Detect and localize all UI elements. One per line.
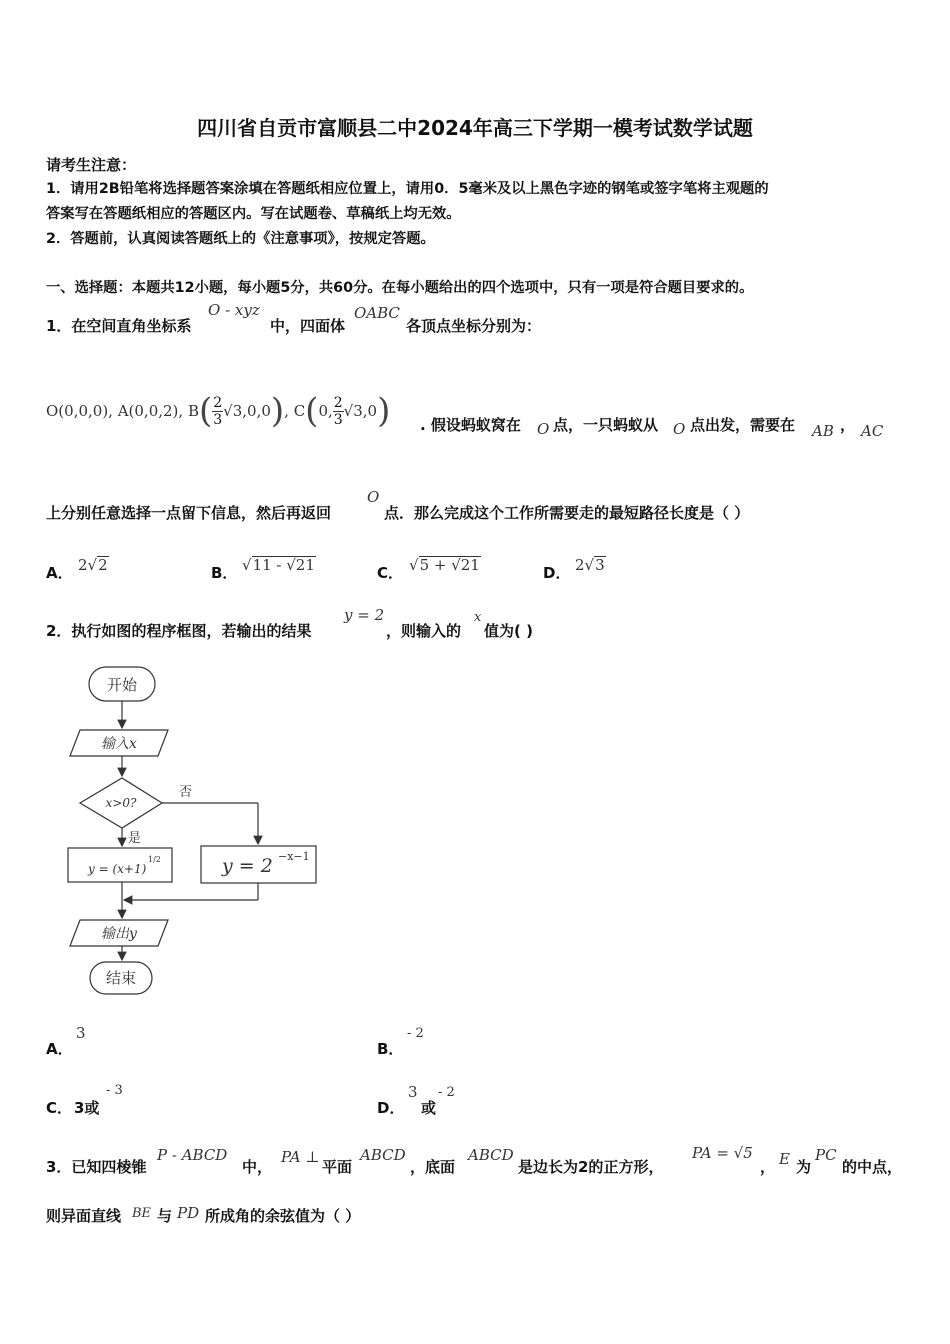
option-coefficient: 2 [575, 556, 585, 574]
q2-prefix: 2．执行如图的程序框图，若输出的结果 [46, 622, 312, 640]
q3-pc: PC [815, 1146, 837, 1164]
fraction-num: 2 [213, 394, 223, 411]
right-box-formula: y = 2 [222, 855, 273, 877]
q3-text-4: 是边长为2的正方形， [518, 1158, 664, 1176]
notice-line-1b: 答案写在答题纸相应的答题区内。写在试题卷、草稿纸上均无效。 [46, 206, 461, 222]
q2-x: x [474, 610, 482, 625]
notice-line-2: 2．答题前，认真阅读答题纸上的《注意事项》，按规定答题。 [46, 231, 435, 247]
q1-coord-c: √3,0 [343, 402, 378, 420]
left-box-formula: y = (x+1) [88, 862, 147, 876]
q1-text-2: . 假设蚂蚁窝在 [420, 416, 521, 434]
q1-option-b-value: √11 - √21 [242, 556, 315, 574]
q1-option-a-value: 2√2 [78, 556, 108, 574]
fraction-den: 3 [213, 411, 223, 428]
fraction-den: 3 [333, 411, 343, 428]
q2-option-a-label: A． [46, 1040, 73, 1058]
q3-text-5: ， [760, 1158, 776, 1176]
q2-option-d-label: D． [377, 1099, 405, 1117]
page-title: 四川省自贡市富顺县二中2024年高三下学期一模考试数学试题 [197, 116, 753, 140]
fraction [212, 395, 223, 428]
q1-prefix: 1．在空间直角坐标系 [46, 317, 192, 335]
fraction [333, 395, 344, 428]
option-radicand: 5 + √21 [419, 556, 480, 574]
flowchart [60, 660, 340, 1000]
q3-text-6: 为 [796, 1158, 812, 1176]
notice-heading: 请考生注意： [46, 156, 137, 174]
condition-label: x>0? [105, 796, 137, 810]
left-box-exponent: 1/2 [148, 855, 161, 864]
q2-option-b-label: B． [377, 1040, 404, 1058]
q1-o-2: O [673, 420, 686, 438]
q3-be: BE [132, 1206, 152, 1221]
right-paren: ) [377, 391, 391, 431]
q2-option-d-or: 或 [421, 1099, 437, 1117]
option-coefficient: 2 [78, 556, 88, 574]
q3-e: E [779, 1150, 790, 1168]
q1-coord-c-label: , C [284, 402, 306, 420]
output-label: 输出y [101, 926, 137, 942]
q1-tetrahedron: OABC [354, 304, 400, 322]
q3-pyramid: P - ABCD [157, 1146, 228, 1164]
q1-ac: AC [861, 422, 884, 440]
q2-option-a-value: 3 [76, 1024, 86, 1042]
option-radicand: 11 - √21 [252, 556, 315, 574]
q3-abcd-1: ABCD [360, 1146, 406, 1164]
section-heading: 一、选择题：本题共12小题，每小题5分，共60分。在每小题给出的四个选项中，只有一项是符合题目要求的。 [46, 280, 754, 296]
q3-pd: PD [177, 1204, 200, 1222]
q1-option-b-label: B． [211, 564, 238, 582]
q1-option-c-label: C． [377, 564, 404, 582]
q1-option-c-value: √5 + √21 [409, 556, 480, 574]
option-radicand: 3 [595, 556, 605, 574]
q1-option-d-value: 2√3 [575, 556, 605, 574]
q2-option-d-value: 3 [408, 1083, 418, 1101]
q3-abcd-2: ABCD [468, 1146, 514, 1164]
option-radicand: 2 [98, 556, 108, 574]
q2-mid: ，则输入的 [386, 622, 462, 640]
notice-line-1a: 1．请用2B铅笔将选择题答案涂填在答题纸相应位置上，请用0．5毫米及以上黑色字迹的钢笔或签字笔将主观题的 [46, 181, 769, 197]
right-box-exponent: −x−1 [278, 850, 310, 863]
q1-coord-b: √3,0,0 [223, 402, 271, 420]
fraction-num: 2 [333, 394, 343, 411]
q1-comma: ， [840, 416, 856, 434]
left-paren: ( [198, 391, 213, 431]
yes-label: 是 [128, 831, 142, 846]
no-label: 否 [179, 785, 193, 800]
q3-prefix: 3．已知四棱锥 [46, 1158, 147, 1176]
q1-text-3: 点，一只蚂蚁从 [553, 416, 659, 434]
q3-line-2b: 所成角的余弦值为（ ） [205, 1207, 361, 1225]
q1-suffix: 各顶点坐标分别为： [406, 317, 542, 335]
q1-line-3a: 上分别任意选择一点留下信息，然后再返回 [46, 504, 332, 522]
q3-with: 与 [157, 1207, 173, 1225]
q1-text-4: 点出发，需要在 [690, 416, 796, 434]
q2-option-c-label: C． [46, 1099, 73, 1117]
q1-o-1: O [537, 420, 550, 438]
q1-o-3: O [367, 488, 380, 506]
q3-text-2: 平面 [322, 1158, 353, 1176]
q2-option-c-value-2: - 3 [106, 1083, 123, 1098]
input-label: 输入x [101, 736, 137, 752]
q1-coord-o-a: O(0,0,0), A(0,0,2), B [46, 402, 199, 420]
q1-system: O - xyz [208, 301, 260, 319]
q1-ab: AB [812, 422, 834, 440]
q3-pa-perp: PA ⊥ [281, 1148, 320, 1166]
q3-text-1: 中， [242, 1158, 273, 1176]
q2-suffix: 值为( ) [484, 622, 533, 640]
q1-option-d-label: D． [543, 564, 571, 582]
q3-pa-value: PA = √5 [692, 1144, 753, 1162]
q1-option-a-label: A． [46, 564, 73, 582]
q2-y-result: y = 2 [344, 606, 385, 624]
left-paren: ( [305, 391, 319, 431]
q2-option-d-value-2: - 2 [438, 1085, 455, 1100]
q2-option-c-value: 3或 [74, 1099, 100, 1117]
q1-mid: 中，四面体 [270, 317, 346, 335]
start-label: 开始 [106, 676, 138, 694]
q1-coordinates [46, 386, 390, 436]
right-paren: ) [270, 391, 285, 431]
end-label: 结束 [105, 969, 137, 987]
q3-text-3: ，底面 [410, 1158, 456, 1176]
q3-line-2a: 则异面直线 [46, 1207, 122, 1225]
q2-option-b-value: - 2 [407, 1026, 424, 1041]
q1-line-3b: 点．那么完成这个工作所需要走的最短路径长度是（ ） [384, 504, 750, 522]
q3-text-7: 的中点， [842, 1158, 903, 1176]
q1-coord-c0: 0, [318, 402, 333, 420]
